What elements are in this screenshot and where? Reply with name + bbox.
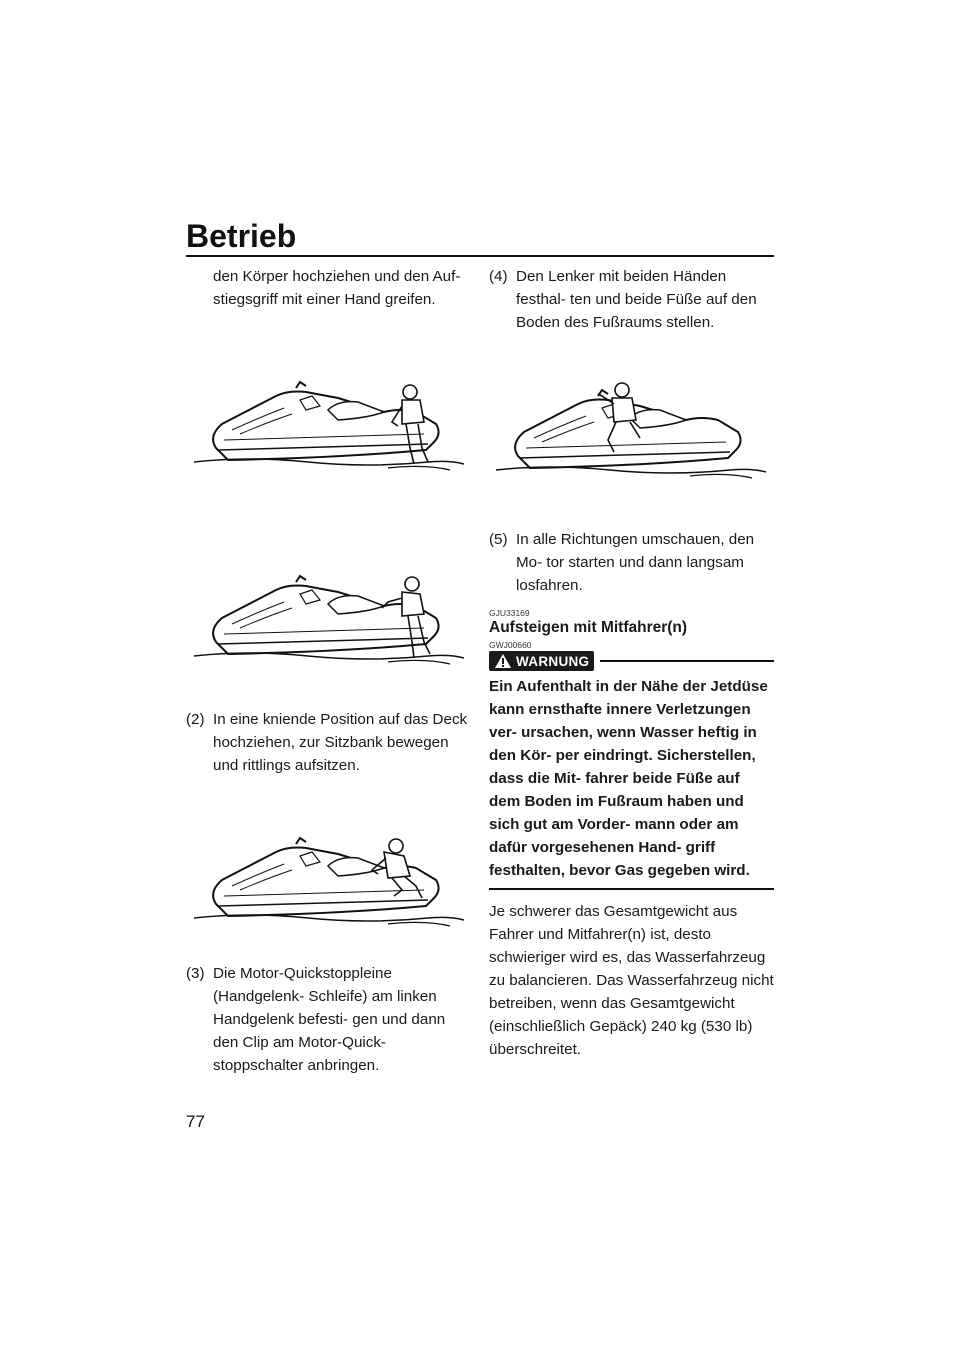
step-4 [489,265,774,334]
step-text: Den Lenker mit beiden Händen festhal- ten und beide Füße auf den Boden des Fußraums stellen. [516,268,757,331]
step-text: In eine kniende Position auf das Deck hochziehen, zur Sitzbank bewegen und rittlings aufsitzen. [213,711,468,774]
section-heading: Aufsteigen mit Mitfahrer(n) [489,619,688,636]
warning-badge [489,651,594,671]
right-column-lower [489,528,774,1061]
seated-rider-illustration [490,380,772,490]
page-number: 77 [186,1112,205,1131]
step-text: In alle Richtungen umschauen, den Mo- tor starten und dann langsam losfahren. [516,531,755,594]
step-text: Die Motor-Quickstoppleine (Handgelenk- Schleife) am linken Handgelenk befesti- gen und dann den Clip am Motor-Quick- stoppschalter anbringen. [213,965,446,1074]
kneeling-illustration [188,834,470,938]
step-number: (5) [489,531,508,548]
section-code: GJU33169 [489,608,530,618]
warning-code: GWJ00660 [489,640,532,650]
left-column-step3 [186,962,471,1077]
warning-triangle-icon [494,653,512,669]
warning-text: Ein Aufenthalt in der Nähe der Jetdüse kann ernsthafte innere Verletzungen ver- ursachen, wenn Wasser heftig in den Kör- per eindringt. Sicherstellen, dass die Mit- fahrer beide Füße auf dem Boden im Fußraum haben und sich gut am Vorder- mann oder am dafür vorgesehenen Hand- griff festhalten, bevor Gas gegeben wird. [489,671,774,890]
page-title: Betrieb [186,218,297,254]
step-3 [186,962,471,1077]
intro-paragraph: den Körper hochziehen und den Auf- stiegsgriff mit einer Hand greifen. [213,268,461,308]
step-number: (2) [186,711,205,728]
step-2 [186,708,471,777]
warning-label: WARNUNG [516,653,590,669]
left-column [186,265,471,311]
header-divider [186,255,774,257]
left-column-steps [186,708,471,777]
step-number: (4) [489,268,508,285]
step-5 [489,528,774,597]
pull-up-illustration [188,572,470,676]
step-number: (3) [186,965,205,982]
boarding-grip-illustration [188,378,470,482]
body-paragraph: Je schwerer das Gesamtgewicht aus Fahrer und Mitfahrer(n) ist, desto schwieriger wird es, das Wasserfahrzeug zu balancieren. Das Wasserfahrzeug nicht betreiben, wenn das Gesamtgewicht (einschließlich Gepäck) 240 kg (530 lb) überschreitet. [489,903,774,1058]
warning-rule [600,660,774,662]
warning-header [489,651,774,671]
right-column-step4 [489,265,774,334]
